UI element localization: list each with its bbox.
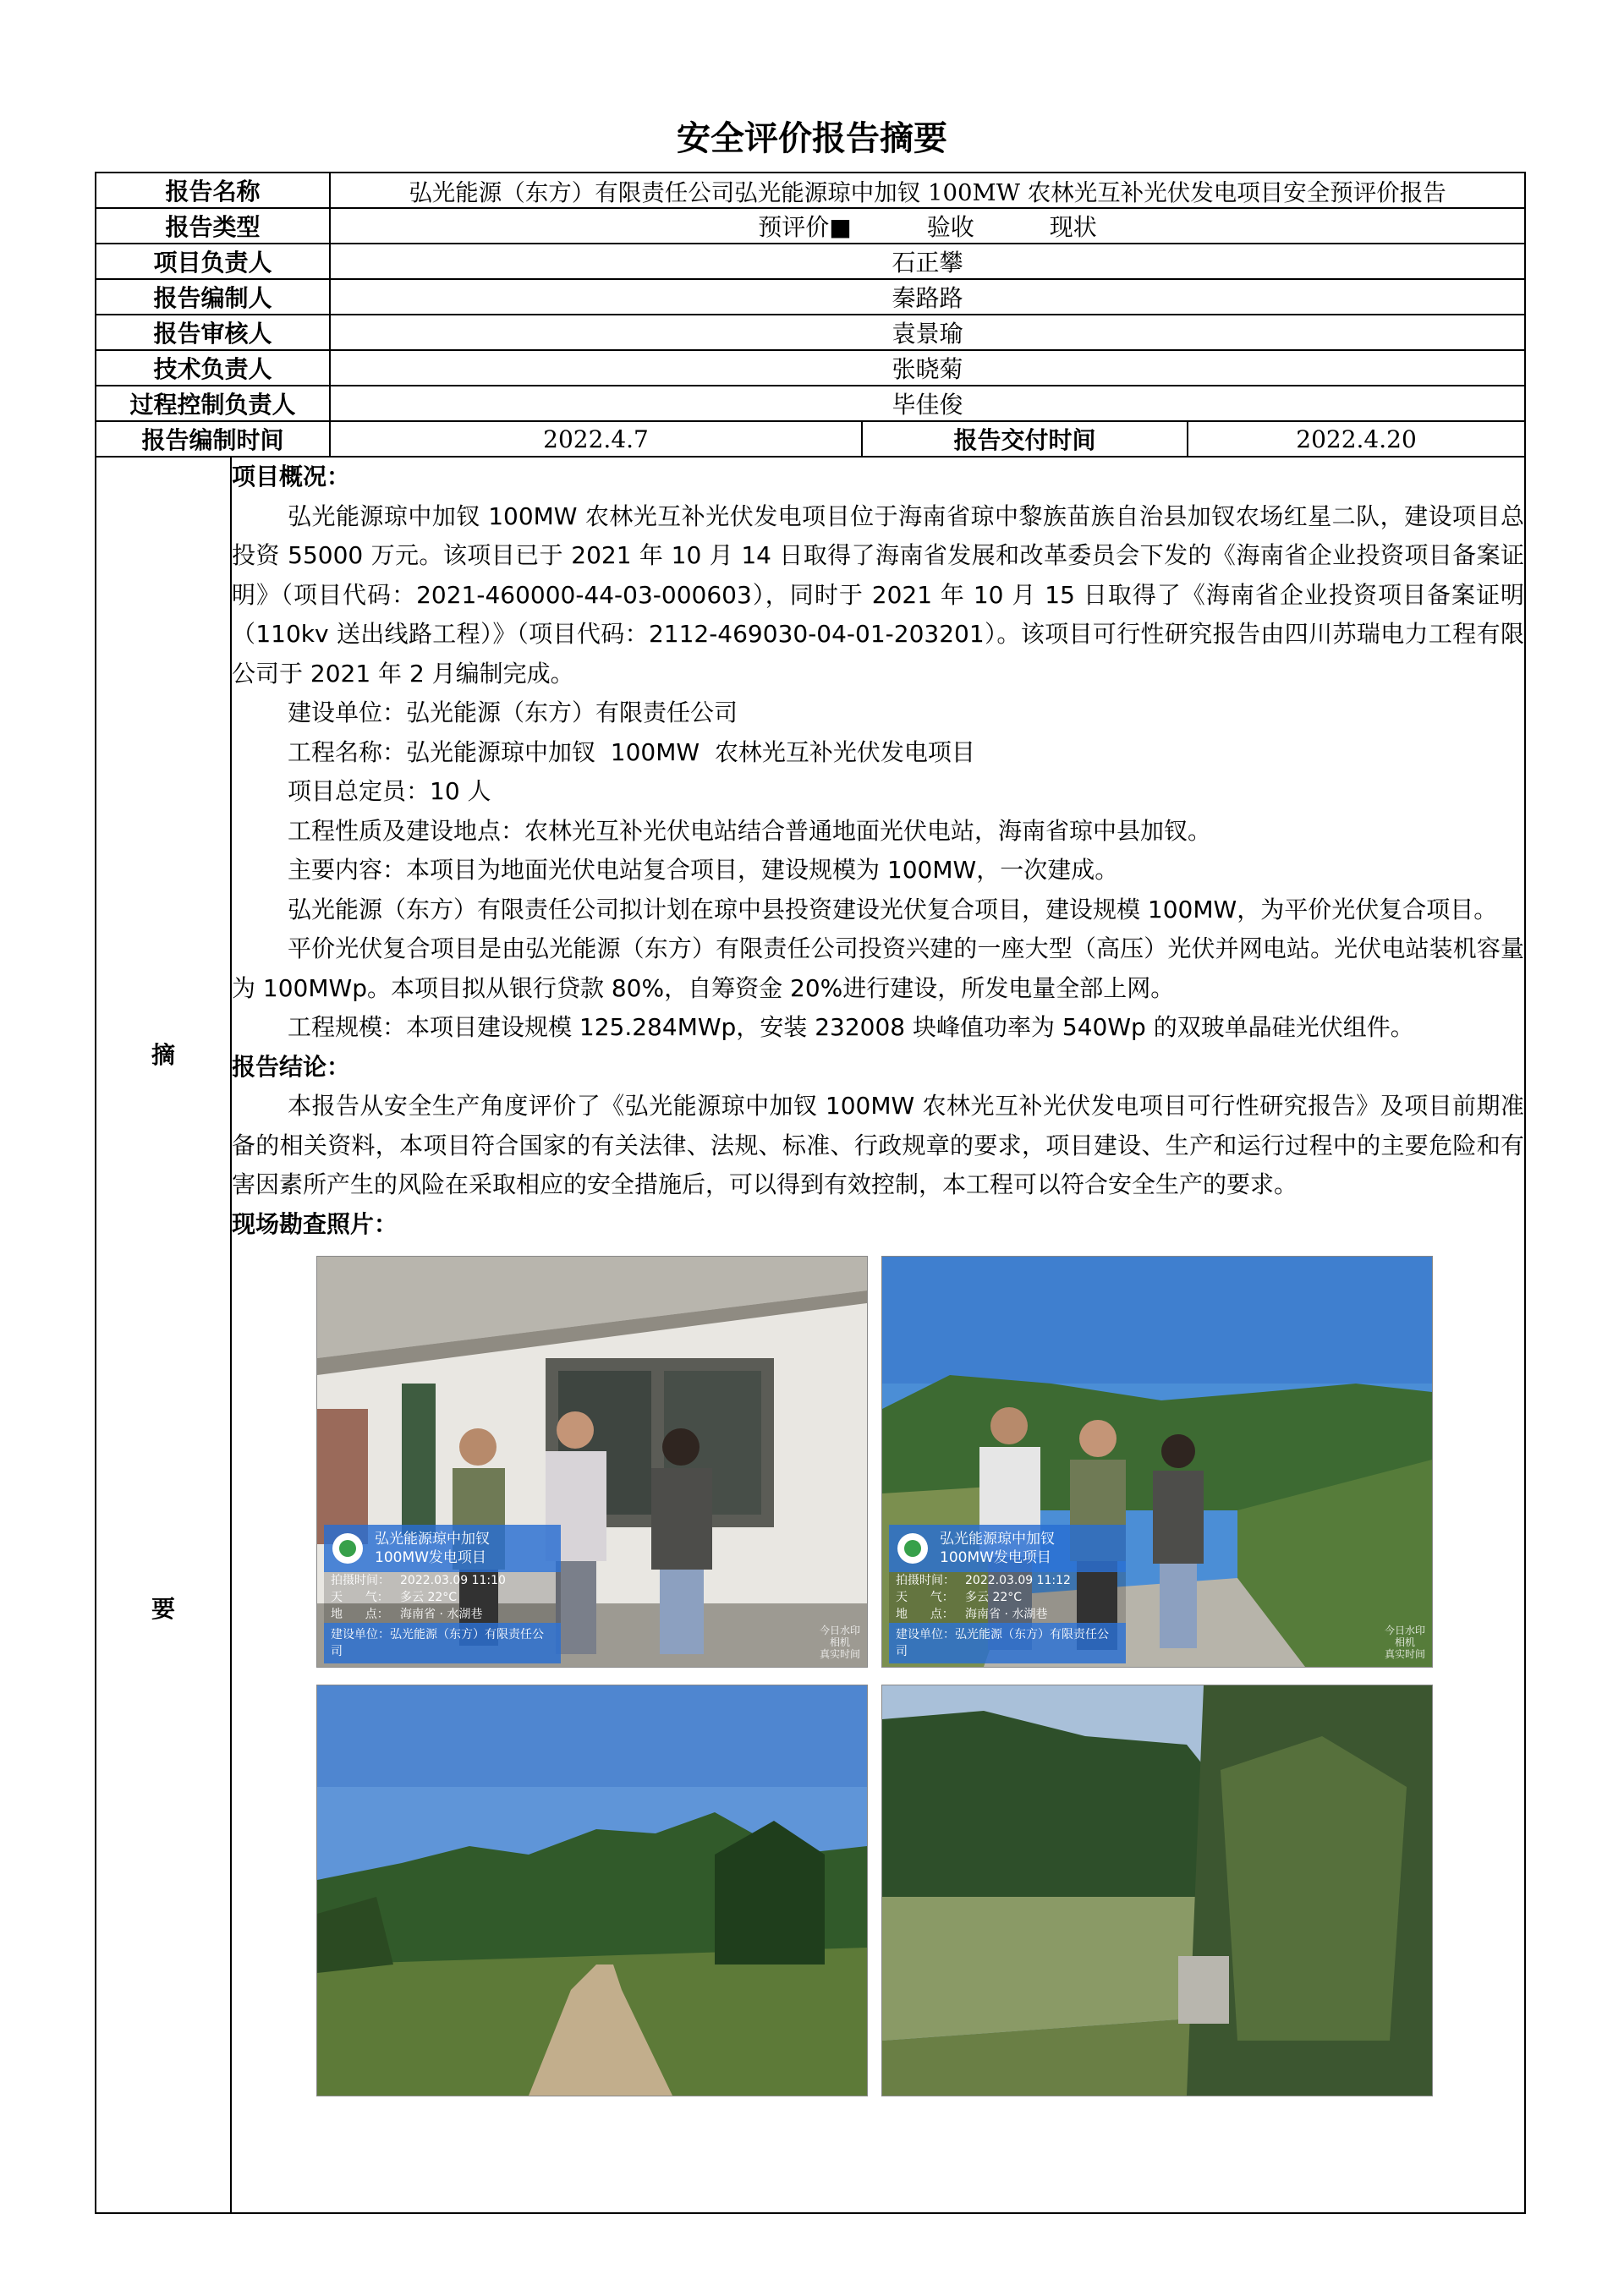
staff-line: 项目总定员：10 人 [288,777,491,805]
page-title: 安全评价报告摘要 [677,119,947,158]
value-compiler: 秦路路 [330,279,1525,315]
stamp-logo-icon [332,1533,363,1564]
value-delivery-date: 2022.4.20 [1188,421,1525,457]
label-compile-date: 报告编制时间 [96,421,330,457]
summary-content [231,457,1525,2213]
stamp-time [889,1572,1126,1589]
side-label [96,457,231,2213]
site-photo-road [316,1685,868,2096]
main-content-line: 主要内容：本项目为地面光伏电站复合项目，建设规模为 100MW，一次建成。 [288,856,1119,884]
value-process-lead: 毕佳俊 [330,386,1525,421]
row-process-lead [96,386,1525,421]
site-photo-building [316,1256,868,1668]
road-photo-image [317,1685,867,2096]
row-reviewer [96,315,1525,350]
stamp-weather-value: 多云 22°C [965,1591,1023,1604]
value-report-name: 弘光能源（东方）有限责任公司弘光能源琼中加钗 100MW 农林光互补光伏发电项目安全预评价报告 [330,173,1525,208]
stamp-title-line1: 弘光能源琼中加钗 [375,1531,490,1548]
conclusion-paragraph: 本报告从安全生产角度评价了《弘光能源琼中加钗 100MW 农林光互补光伏发电项目可行性研究报告》及项目前期准备的相关资料，本项目符合国家的有关法律、法规、标准、行政规章的要求，项目建设、生产和运行过程中的主要危险和有害因素所产生的风险在采取相应的安全措施后，可以得到有效控制，本工程可以符合安全生产的要求。 [232,1092,1525,1198]
stamp-weather [324,1589,561,1606]
photo-corner-watermark [820,1625,860,1660]
photo-corner-watermark [1385,1625,1425,1660]
stamp-unit [324,1623,561,1663]
value-reviewer: 袁景瑜 [330,315,1525,350]
plan-paragraph: 弘光能源（东方）有限责任公司拟计划在琼中县投资建设光伏复合项目，建设规模 100MW，为平价光伏复合项目。 [288,895,1498,923]
stamp-place-key: 地 点： [896,1608,954,1621]
pond-photo-image [882,1685,1432,2096]
row-dates [96,421,1525,457]
summary-table [95,172,1526,2214]
value-project-lead: 石正攀 [330,244,1525,279]
stamp-title-line1: 弘光能源琼中加钗 [940,1531,1055,1548]
stamp-title-line2: 100MW发电项目 [940,1549,1051,1566]
stamp-weather [889,1589,1126,1606]
label-reviewer: 报告审核人 [96,315,330,350]
photo-watermark-stamp [889,1525,1126,1663]
wm-line3: 真实时间 [1384,1648,1425,1660]
wm-line3: 真实时间 [819,1648,860,1660]
site-photo-pond [881,1685,1433,2096]
scale-line: 工程规模：本项目建设规模 125.284MWp，安装 232008 块峰值功率为 540Wp 的双玻单晶硅光伏组件。 [288,1013,1414,1041]
stamp-unit-key: 建设单位： [331,1628,390,1641]
stamp-time-value: 2022.03.09 11:10 [400,1574,506,1587]
side-label-bottom: 要 [151,1595,175,1623]
stamp-title-line2: 100MW发电项目 [375,1549,486,1566]
photos-heading: 现场勘查照片： [232,1209,398,1238]
value-tech-lead: 张晓菊 [330,350,1525,386]
row-compiler [96,279,1525,315]
stamp-place-value: 海南省 · 水湖巷 [965,1608,1048,1621]
row-tech-lead [96,350,1525,386]
stamp-logo-icon [897,1533,928,1564]
site-photo-field [881,1256,1433,1668]
row-project-lead [96,244,1525,279]
photo-grid [316,1256,1524,2096]
row-report-type [96,208,1525,244]
value-compile-date: 2022.4.7 [330,421,862,457]
overview-paragraph: 弘光能源琼中加钗 100MW 农林光互补光伏发电项目位于海南省琼中黎族苗族自治县加钗农场红星二队，建设项目总投资 55000 万元。该项目已于 2021 年 10 月 14 日取得了海南省发展和改革委员会下发的《海南省企业投资项目备案证明》（项目代码：2021-460000-44-03-000603），同时于 2021 年 10 月 15 日取得了《海南省企业投资项目备案证明（110kv 送出线路工程）》（项目代码：2112-469030-04-01-203201）。该项目可行性研究报告由四川苏瑞电力工程有限公司于 2021 年 2 月编制完成。 [232,501,1525,688]
row-summary [96,457,1525,2213]
wm-line2: 相机 [829,1636,850,1648]
stamp-unit-value: 弘光能源（东方）有限责任公司 [896,1628,1109,1658]
stamp-place-value: 海南省 · 水湖巷 [400,1608,483,1621]
label-delivery-date: 报告交付时间 [862,421,1188,457]
label-process-lead: 过程控制负责人 [96,386,330,421]
conclusion-heading: 报告结论： [232,1052,351,1081]
stamp-time-key: 拍摄时间： [896,1574,955,1587]
stamp-time-value: 2022.03.09 11:12 [965,1574,1071,1587]
wm-line1: 今日水印 [819,1625,860,1636]
stamp-weather-key: 天 气： [896,1591,954,1604]
stamp-place-key: 地 点： [331,1608,389,1621]
stamp-weather-value: 多云 22°C [400,1591,458,1604]
label-report-type: 报告类型 [96,208,330,244]
stamp-time-key: 拍摄时间： [331,1574,390,1587]
overview-heading: 项目概况： [232,463,351,490]
project-name-line: 工程名称：弘光能源琼中加钗 100MW 农林光互补光伏发电项目 [288,737,975,766]
side-label-top: 摘 [151,1041,175,1069]
builder-line: 建设单位：弘光能源（东方）有限责任公司 [288,699,738,726]
wm-line1: 今日水印 [1384,1625,1425,1636]
wm-line2: 相机 [1394,1636,1415,1648]
label-report-name: 报告名称 [96,173,330,208]
value-report-type: 预评价■ 验收 现状 [330,208,1525,244]
label-project-lead: 项目负责人 [96,244,330,279]
nature-line: 工程性质及建设地点：农林光互补光伏电站结合普通地面光伏电站，海南省琼中县加钗。 [288,816,1212,845]
stamp-place [324,1606,561,1623]
stamp-header [324,1525,561,1572]
stamp-place [889,1606,1126,1623]
label-tech-lead: 技术负责人 [96,350,330,386]
stamp-unit-value: 弘光能源（东方）有限责任公司 [331,1628,544,1658]
stamp-weather-key: 天 气： [331,1591,389,1604]
stamp-unit [889,1623,1126,1663]
photo-watermark-stamp [324,1525,561,1663]
stamp-unit-key: 建设单位： [896,1628,955,1641]
stamp-header [889,1525,1126,1572]
row-report-name [96,173,1525,208]
stamp-time [324,1572,561,1589]
parity-paragraph: 平价光伏复合项目是由弘光能源（东方）有限责任公司投资兴建的一座大型（高压）光伏并网电站。光伏电站装机容量为 100MWp。本项目拟从银行贷款 80%，自筹资金 20%进行建设，所发电量全部上网。 [232,934,1525,1002]
label-compiler: 报告编制人 [96,279,330,315]
